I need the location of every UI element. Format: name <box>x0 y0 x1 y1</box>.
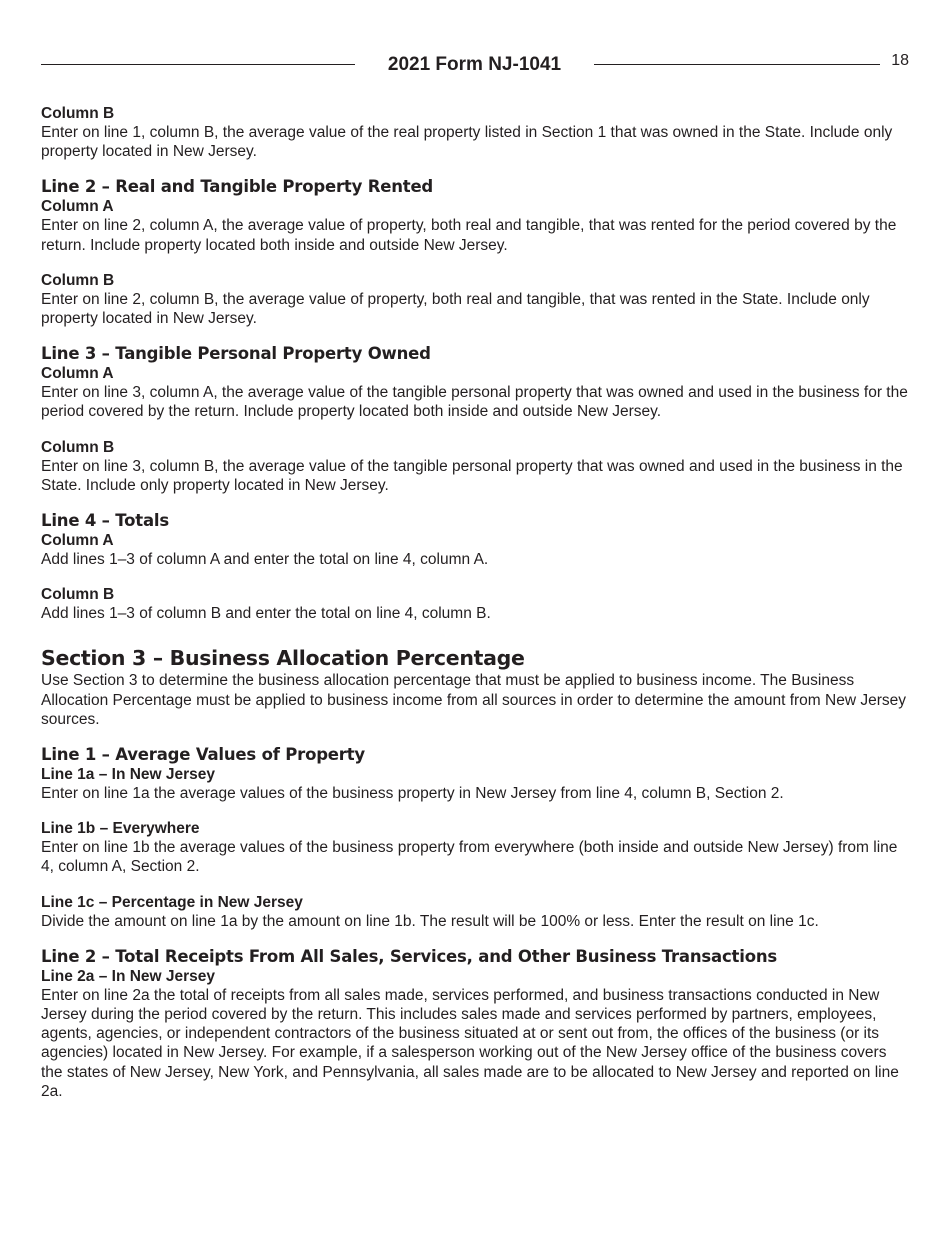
subhead: Column B <box>41 105 115 122</box>
subhead: Column A <box>41 198 114 216</box>
paragraph: Enter on line 3, column A, the average value of the tangible personal property that was owned and used in the business for the period covered by the return. Include property located both inside and outside New Jersey. <box>41 384 908 421</box>
line3-block <box>41 344 909 421</box>
line-heading: Line 4 – Totals <box>41 511 169 531</box>
line-heading: Line 1 – Average Values of Property <box>41 745 365 765</box>
paragraph: Enter on line 2, column A, the average value of property, both real and tangible, that was rented for the period covered by the return. Include property located both inside and outside New Jersey. <box>41 217 897 254</box>
header-rule-right <box>594 64 880 65</box>
line-heading: Line 3 – Tangible Personal Property Owned <box>41 344 431 364</box>
subhead: Line 1a – In New Jersey <box>41 766 216 784</box>
line1b-block <box>41 819 909 876</box>
paragraph: Enter on line 1b the average values of the business property from everywhere (both inside and outside New Jersey) from line 4, column A, Section 2. <box>41 839 898 876</box>
subhead: Column A <box>41 365 114 383</box>
paragraph: Enter on line 3, column B, the average value of the tangible personal property that was owned and used in the business in the State. Include only property located in New Jersey. <box>41 457 903 494</box>
line1c-block <box>41 893 909 931</box>
header-rule-left <box>41 64 355 65</box>
paragraph: Add lines 1–3 of column B and enter the total on line 4, column B. <box>41 605 491 623</box>
subhead: Line 1c – Percentage in New Jersey <box>41 893 303 911</box>
paragraph: Use Section 3 to determine the business allocation percentage that must be applied to business income. The Business Allocation Percentage must be applied to business income from all sources in order to determine the amount from New Jersey sources. <box>41 672 906 728</box>
subhead: Line 2a – In New Jersey <box>41 967 216 985</box>
line2-block <box>41 177 909 254</box>
line2-column-b-block <box>41 271 909 328</box>
paragraph: Add lines 1–3 of column A and enter the total on line 4, column A. <box>41 551 489 569</box>
form-title: 2021 Form NJ-1041 <box>387 54 562 75</box>
page-header <box>41 52 909 78</box>
subhead: Line 1b – Everywhere <box>41 820 200 838</box>
section3-block <box>41 645 909 729</box>
subhead: Column B <box>41 586 115 604</box>
section-heading: Section 3 – Business Allocation Percentage <box>41 646 525 671</box>
paragraph: Enter on line 1a the average values of the business property in New Jersey from line 4, column B, Section 2. <box>41 785 784 803</box>
line3-column-b-block <box>41 438 909 495</box>
paragraph: Divide the amount on line 1a by the amount on line 1b. The result will be 100% or less. Enter the result on line 1c. <box>41 912 819 930</box>
page-number: 18 <box>891 52 909 69</box>
subhead: Column B <box>41 271 115 289</box>
subhead: Column B <box>41 438 115 456</box>
paragraph: Enter on line 2a the total of receipts from all sales made, services performed, and business transactions conducted in New Jersey during the period covered by the return. This includes sales made and services performed by partners, employees, agents, agencies, or independent contractors of the business situated at or sent out from, the offices of the business (or its agencies) located in New Jersey. For example, if a salesperson working out of the New Jersey office of the business covers the states of New Jersey, New York, and Pennsylvania, all sales made are to be allocated to New Jersey and reported on line 2a. <box>41 986 899 1100</box>
line-heading: Line 2 – Total Receipts From All Sales, Services, and Other Business Transactions <box>41 946 777 966</box>
paragraph: Enter on line 2, column B, the average value of property, both real and tangible, that was rented in the State. Include only property located in New Jersey. <box>41 290 870 328</box>
paragraph: Enter on line 1, column B, the average value of the real property listed in Section 1 that was owned in the State. Include only property located in New Jersey. <box>41 124 893 161</box>
line1-column-b-block <box>41 104 909 161</box>
line4-column-b-block <box>41 585 909 623</box>
document-body <box>41 104 909 1101</box>
line1-average-values-block <box>41 745 909 803</box>
line4-block <box>41 511 909 569</box>
subhead: Column A <box>41 532 114 550</box>
line-heading: Line 2 – Real and Tangible Property Rented <box>41 177 434 197</box>
line2-total-receipts-block <box>41 947 909 1101</box>
